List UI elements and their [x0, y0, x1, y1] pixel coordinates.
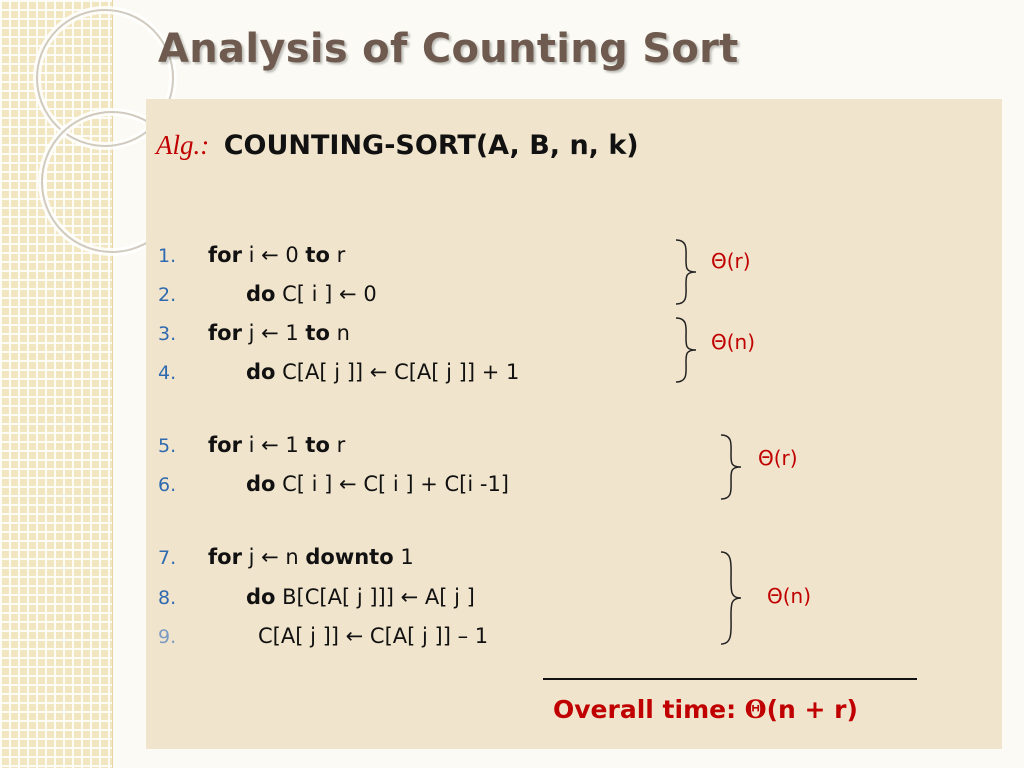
- overall-time: [553, 695, 858, 724]
- code-text: r: [329, 433, 346, 457]
- code-line-7: [158, 542, 414, 572]
- overall-theta: Θ: [744, 695, 767, 724]
- overall-label: Overall time:: [553, 695, 745, 724]
- slide-title: Analysis of Counting Sort: [158, 26, 739, 72]
- line-number: 3.: [158, 323, 177, 345]
- code-text: B[C[A[ j ]]] ← A[ j ]: [275, 585, 475, 609]
- code-text: C[A[ j ]] ← C[A[ j ]] + 1: [275, 360, 520, 384]
- right-brace-icon: [674, 238, 700, 306]
- divider-line: [543, 678, 917, 680]
- cost-annotation: Θ(r): [758, 446, 798, 470]
- code-text: j ← 1: [241, 321, 306, 345]
- code-line-6: [158, 469, 509, 499]
- keyword: do: [246, 282, 276, 306]
- code-line-2: [158, 279, 377, 309]
- keyword: do: [246, 472, 276, 496]
- keyword: for: [208, 545, 242, 569]
- code-text: i ← 1: [241, 433, 306, 457]
- algorithm-header: [156, 130, 639, 161]
- keyword: to: [305, 243, 330, 267]
- code-line-9: [158, 621, 488, 651]
- keyword: to: [305, 321, 330, 345]
- code-line-1: [158, 240, 345, 270]
- code-line-5: [158, 430, 345, 460]
- code-text: n: [329, 321, 350, 345]
- code-text: j ← n: [241, 545, 306, 569]
- right-brace-icon: [719, 433, 745, 501]
- line-number: 9.: [158, 626, 177, 648]
- code-line-8: [158, 582, 475, 612]
- code-text: 1: [393, 545, 414, 569]
- keyword: do: [246, 360, 276, 384]
- keyword: for: [208, 243, 242, 267]
- cost-annotation: Θ(n): [711, 330, 756, 354]
- line-number: 2.: [158, 284, 177, 306]
- algorithm-signature: COUNTING-SORT(A, B, n, k): [223, 130, 639, 161]
- line-number: 8.: [158, 587, 177, 609]
- code-text: r: [329, 243, 346, 267]
- right-brace-icon: [674, 316, 700, 384]
- keyword: to: [305, 433, 330, 457]
- line-number: 4.: [158, 362, 177, 384]
- code-text: C[A[ j ]] ← C[A[ j ]] – 1: [258, 624, 489, 648]
- overall-expression: (n + r): [766, 695, 858, 724]
- keyword: for: [208, 433, 242, 457]
- content-panel: [146, 99, 1002, 749]
- line-number: 6.: [158, 474, 177, 496]
- code-line-4: [158, 357, 519, 387]
- cost-annotation: Θ(n): [767, 584, 812, 608]
- cost-annotation: Θ(r): [711, 249, 751, 273]
- right-brace-icon: [719, 550, 745, 646]
- keyword: downto: [305, 545, 394, 569]
- line-number: 5.: [158, 435, 177, 457]
- keyword: for: [208, 321, 242, 345]
- code-text: C[ i ] ← 0: [275, 282, 377, 306]
- line-number: 1.: [158, 245, 177, 267]
- code-text: C[ i ] ← C[ i ] + C[i -1]: [275, 472, 510, 496]
- algorithm-prefix: Alg.:: [156, 130, 210, 160]
- code-text: i ← 0: [241, 243, 306, 267]
- line-number: 7.: [158, 547, 177, 569]
- keyword: do: [246, 585, 276, 609]
- code-line-3: [158, 318, 350, 348]
